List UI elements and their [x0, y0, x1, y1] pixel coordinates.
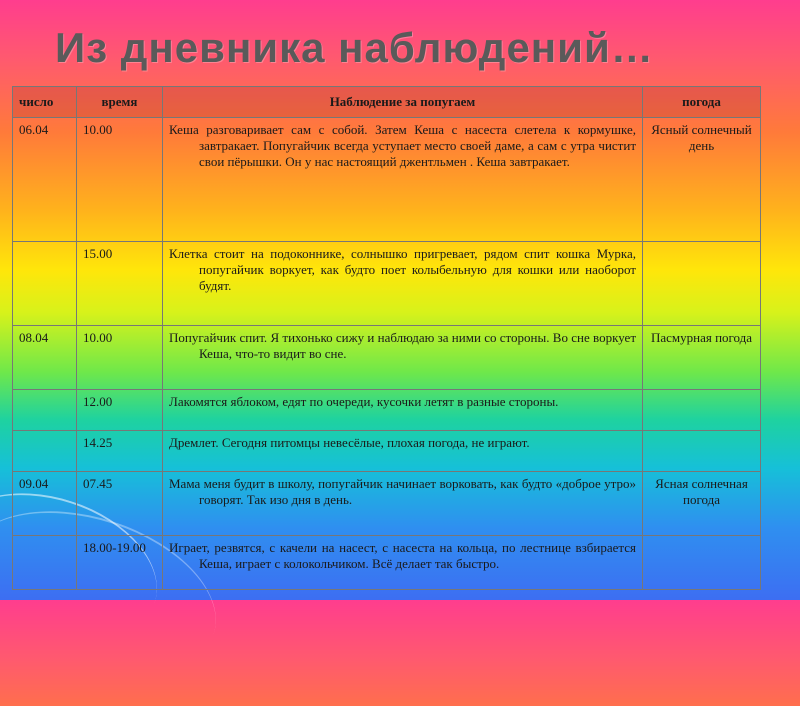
- cell-time: 12.00: [77, 390, 163, 431]
- table-header-row: [13, 87, 761, 118]
- table-row: [13, 326, 761, 390]
- observation-text: Попугайчик спит. Я тихонько сижу и наблюдаю за ними со стороны. Во сне воркует Кеша, что-то видит во сне.: [169, 330, 636, 361]
- table-row: [13, 472, 761, 536]
- cell-date: [13, 431, 77, 472]
- table-row: [13, 431, 761, 472]
- cell-weather: Ясный солнечный день: [643, 118, 761, 242]
- observation-text: Дремлет. Сегодня питомцы невесёлые, плохая погода, не играют.: [169, 435, 530, 450]
- table-row: [13, 242, 761, 326]
- cell-observation: [163, 472, 643, 536]
- slide-title: Из дневника наблюдений…: [55, 24, 654, 71]
- cell-weather: [643, 536, 761, 590]
- cell-date: 09.04: [13, 472, 77, 536]
- table-row: [13, 390, 761, 431]
- observation-text: Лакомятся яблоком, едят по очереди, кусочки летят в разные стороны.: [169, 394, 559, 409]
- cell-time: 10.00: [77, 118, 163, 242]
- cell-weather: Ясная солнечная погода: [643, 472, 761, 536]
- observation-text: Играет, резвятся, с качели на насест, с насеста на кольца, по лестнице взбирается Кеша, играет с колокольчиком. Всё делает так быстро.: [169, 540, 636, 571]
- table-row: [13, 118, 761, 242]
- header-observation: Наблюдение за попугаем: [163, 87, 643, 118]
- header-time: время: [77, 87, 163, 118]
- cell-observation: [163, 536, 643, 590]
- cell-time: 18.00-19.00: [77, 536, 163, 590]
- cell-weather: [643, 390, 761, 431]
- table-row: [13, 536, 761, 590]
- cell-observation: [163, 118, 643, 242]
- cell-time: 07.45: [77, 472, 163, 536]
- cell-date: [13, 242, 77, 326]
- observation-text: Клетка стоит на подоконнике, солнышко пригревает, рядом спит кошка Мурка, попугайчик воркует, как будто поет колыбельную для кошки или наоборот будят.: [169, 246, 636, 293]
- cell-observation: [163, 242, 643, 326]
- cell-time: 10.00: [77, 326, 163, 390]
- cell-weather: Пасмурная погода: [643, 326, 761, 390]
- header-weather: погода: [643, 87, 761, 118]
- observation-table: [12, 86, 761, 590]
- cell-observation: [163, 326, 643, 390]
- cell-weather: [643, 242, 761, 326]
- cell-observation: [163, 431, 643, 472]
- cell-date: 08.04: [13, 326, 77, 390]
- cell-weather: [643, 431, 761, 472]
- cell-date: [13, 536, 77, 590]
- observation-text: Кеша разговаривает сам с собой. Затем Кеша с насеста слетела к кормушке, завтракает. Попугайчик всегда уступает место своей даме, а сам с утра чистит свои пёрышки. Он у нас настоящий джентльмен . Кеша завтракает.: [169, 122, 636, 169]
- cell-observation: [163, 390, 643, 431]
- observation-text: Мама меня будит в школу, попугайчик начинает ворковать, как будто «доброе утро» говорят. Так изо дня в день.: [169, 476, 636, 507]
- cell-time: 15.00: [77, 242, 163, 326]
- cell-time: 14.25: [77, 431, 163, 472]
- header-date: число: [13, 87, 77, 118]
- cell-date: 06.04: [13, 118, 77, 242]
- cell-date: [13, 390, 77, 431]
